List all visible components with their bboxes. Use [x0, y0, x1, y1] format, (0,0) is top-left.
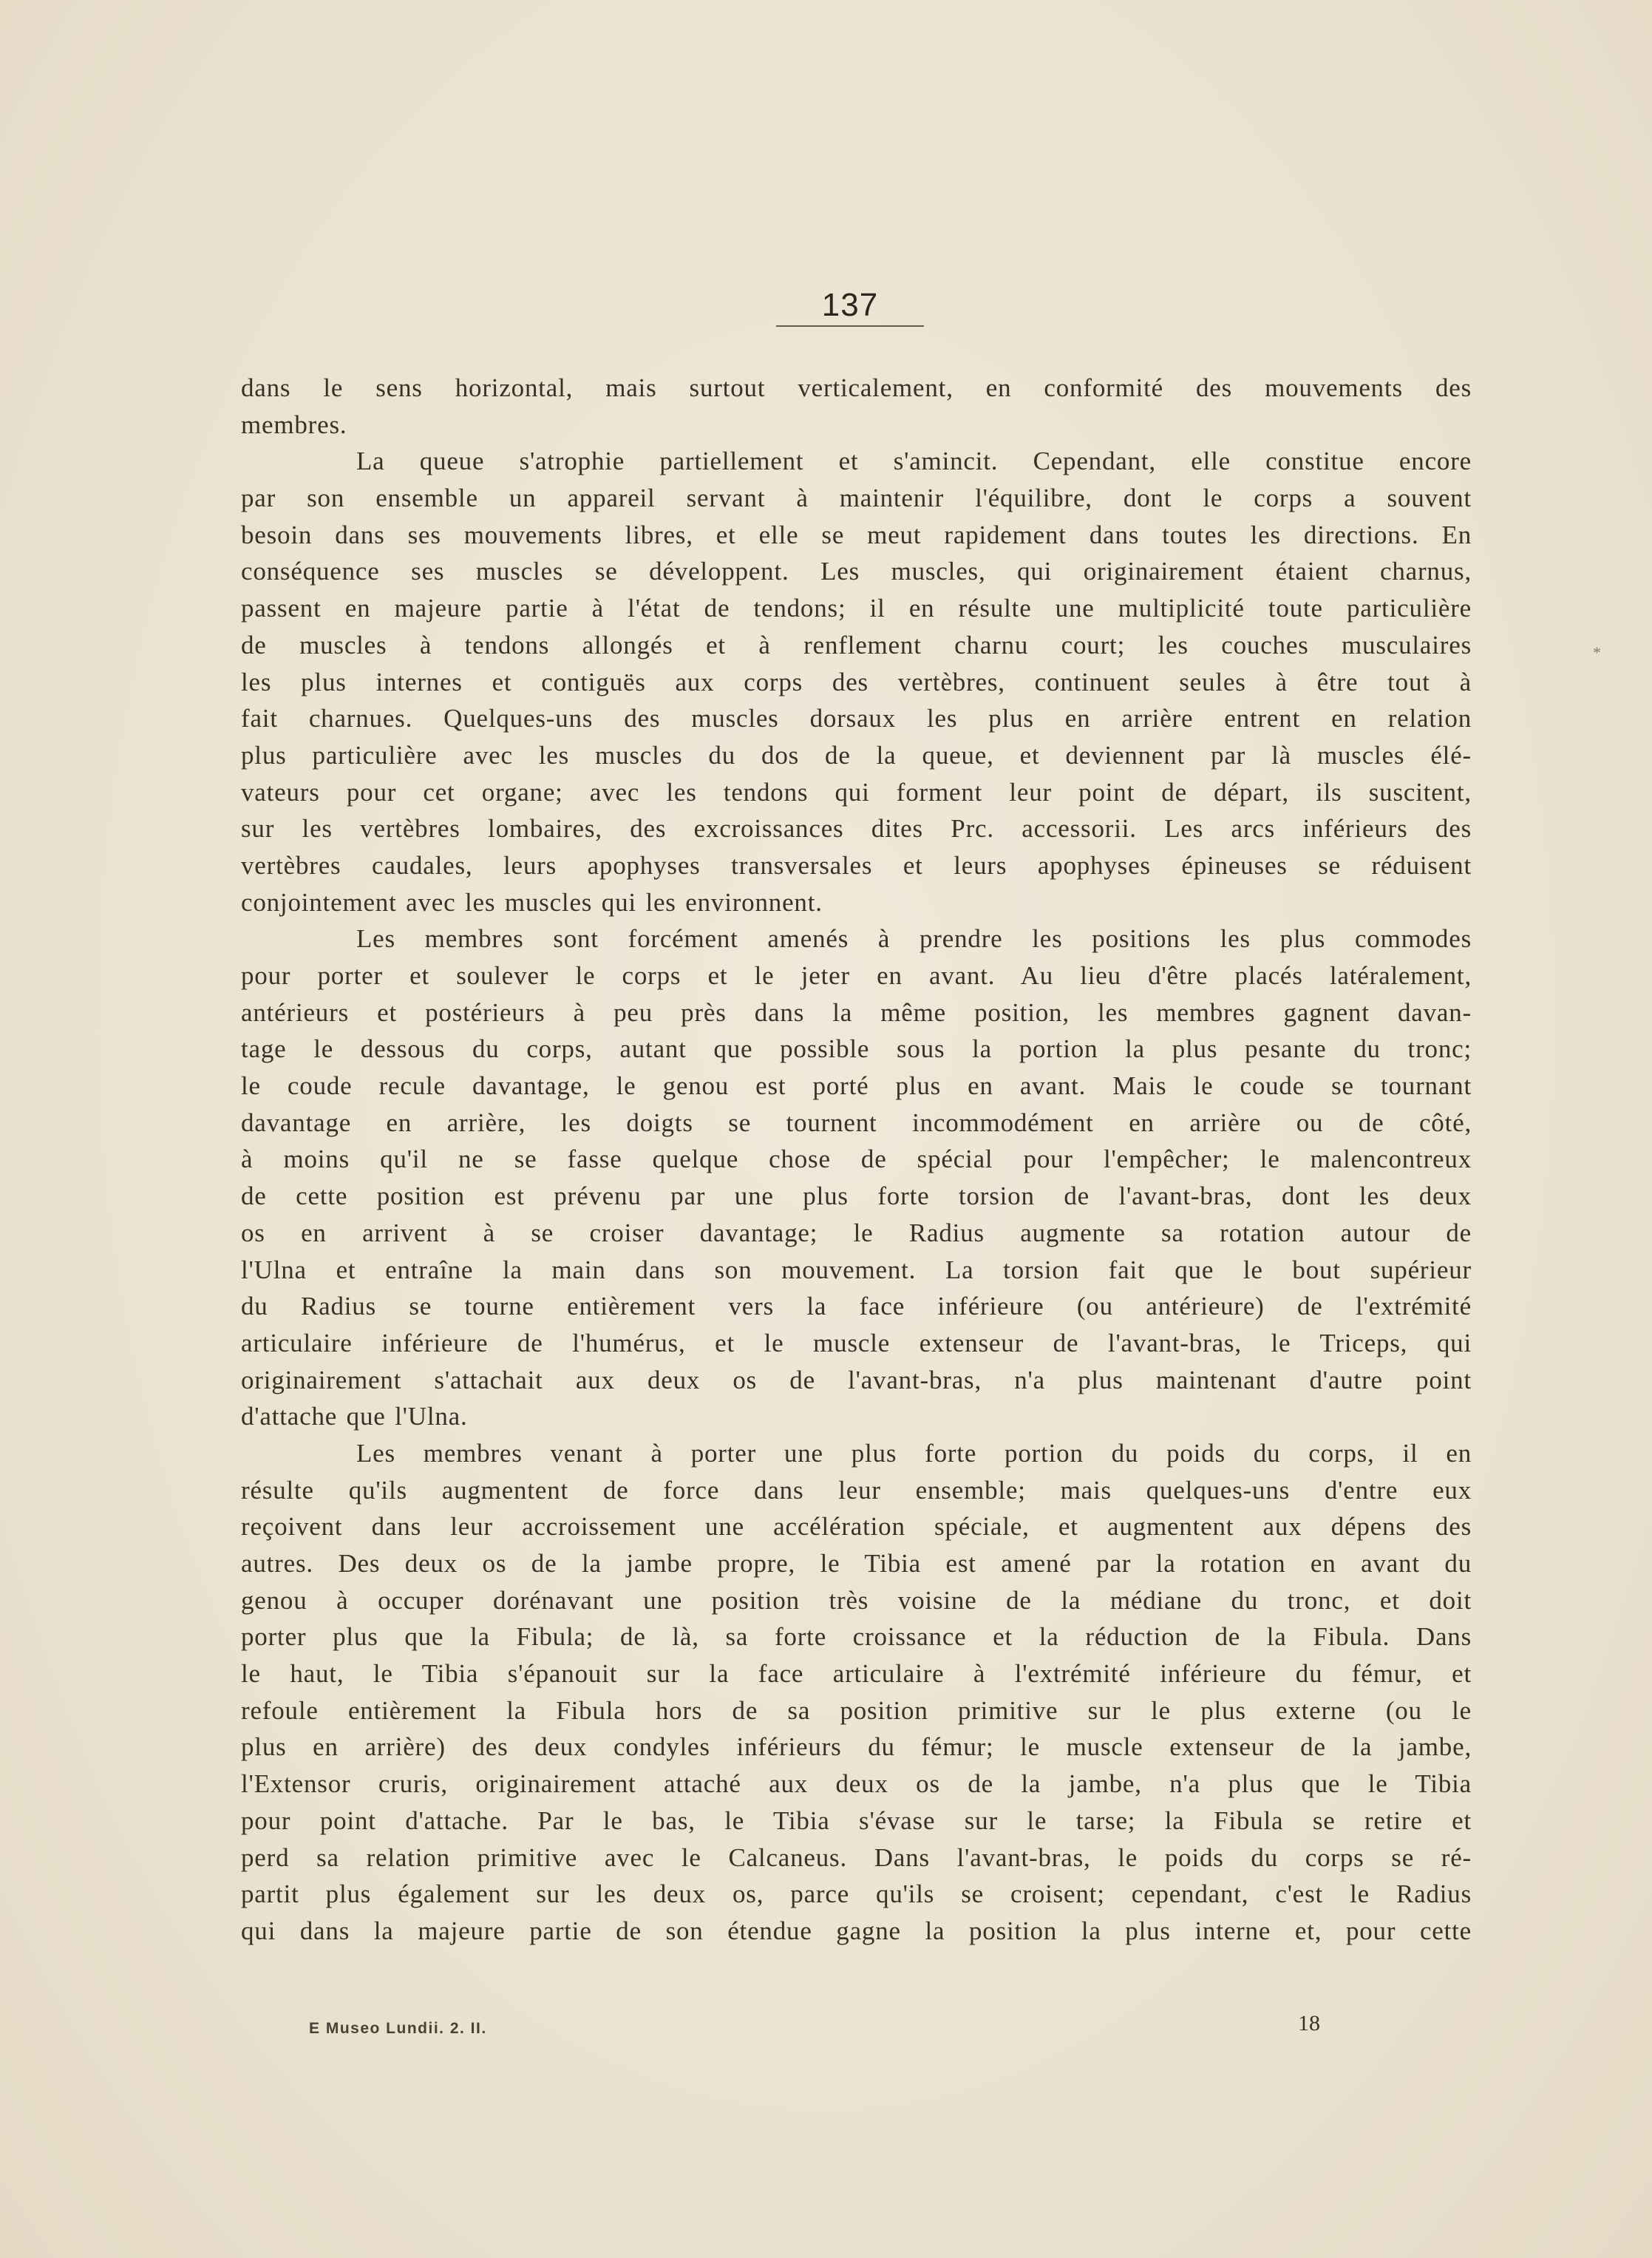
text-line: de cette position est prévenu par une plus forte torsion de l'avant-bras, dont les deux — [241, 1181, 1472, 1211]
text-line: originairement s'attachait aux deux os de l'avant-bras, n'a plus maintenant d'autre point — [241, 1365, 1472, 1394]
text-line: le haut, le Tibia s'épanouit sur la face articulaire à l'extrémité inférieure du fémur, et — [241, 1659, 1472, 1689]
text-line: résulte qu'ils augmentent de force dans leur ensemble; mais quelques-uns d'entre eux — [241, 1475, 1472, 1505]
text-line: davantage en arrière, les doigts se tournent incommodément en arrière ou de côté, — [241, 1108, 1472, 1137]
page-number-rule — [776, 325, 924, 327]
text-line: Les membres venant à porter une plus forte portion du poids du corps, il en — [356, 1438, 1472, 1468]
text-line: vateurs pour cet organe; avec les tendons qui forment leur point de départ, ils suscitent, — [241, 777, 1472, 807]
text-line: plus en arrière) des deux condyles inférieurs du fémur; le muscle extenseur de la jambe, — [241, 1732, 1472, 1762]
text-line: articulaire inférieure de l'humérus, et le muscle extenseur de l'avant-bras, le Triceps, qui — [241, 1328, 1472, 1357]
text-line: fait charnues. Quelques-uns des muscles dorsaux les plus en arrière entrent en relation — [241, 704, 1472, 733]
text-line: genou à occuper dorénavant une position très voisine de la médiane du tronc, et doit — [241, 1585, 1472, 1615]
page-number: 137 — [821, 287, 879, 323]
text-line: l'Ulna et entraîne la main dans son mouvement. La torsion fait que le bout supérieur — [241, 1255, 1472, 1284]
text-line: de muscles à tendons allongés et à renflement charnu court; les couches musculaires — [241, 630, 1472, 660]
text-line: reçoivent dans leur accroissement une accélération spéciale, et augmentent aux dépens des — [241, 1512, 1472, 1542]
text-line: partit plus également sur les deux os, parce qu'ils se croisent; cependant, c'est le Radius — [241, 1879, 1472, 1909]
footer-sheet-number: 18 — [1298, 2011, 1320, 2035]
text-line: La queue s'atrophie partiellement et s'amincit. Cependant, elle constitue encore — [356, 447, 1472, 476]
text-line: pour porter et soulever le corps et le jeter en avant. Au lieu d'être placés latéralement, — [241, 961, 1472, 990]
text-line: qui dans la majeure partie de son étendue gagne la position la plus interne et, pour cette — [241, 1916, 1472, 1945]
text-line: vertèbres caudales, leurs apophyses transversales et leurs apophyses épineuses se réduisent — [241, 850, 1472, 880]
margin-mark: * — [1593, 643, 1601, 662]
text-line: du Radius se tourne entièrement vers la face inférieure (ou antérieure) de l'extrémité — [241, 1292, 1472, 1321]
text-line: à moins qu'il ne se fasse quelque chose de spécial pour l'empêcher; le malencontreux — [241, 1145, 1472, 1174]
text-line: plus particulière avec les muscles du dos de la queue, et deviennent par là muscles élé- — [241, 740, 1472, 770]
text-line: os en arrivent à se croiser davantage; le Radius augmente sa rotation autour de — [241, 1218, 1472, 1247]
text-line: tage le dessous du corps, autant que possible sous la portion la plus pesante du tronc; — [241, 1034, 1472, 1064]
text-line: sur les vertèbres lombaires, des excroissances dites Prc. accessorii. Les arcs inférieurs des — [241, 814, 1472, 844]
text-line: membres. — [241, 410, 347, 439]
text-line: passent en majeure partie à l'état de tendons; il en résulte une multiplicité toute particulière — [241, 594, 1472, 623]
text-line: les plus internes et contiguës aux corps des vertèbres, continuent seules à être tout à — [241, 667, 1472, 696]
text-line: antérieurs et postérieurs à peu près dans la même position, les membres gagnent davan- — [241, 997, 1472, 1027]
footer-signature: E Museo Lundii. 2. II. — [309, 2020, 487, 2037]
text-line: autres. Des deux os de la jambe propre, le Tibia est amené par la rotation en avant du — [241, 1549, 1472, 1578]
body-text — [241, 370, 1472, 1950]
text-line: d'attache que l'Ulna. — [241, 1402, 468, 1431]
text-line: l'Extensor cruris, originairement attaché aux deux os de la jambe, n'a plus que le Tibia — [241, 1769, 1472, 1799]
text-line: conjointement avec les muscles qui les environnent. — [241, 887, 823, 917]
text-line: perd sa relation primitive avec le Calcaneus. Dans l'avant-bras, le poids du corps se ré- — [241, 1842, 1472, 1872]
text-line: pour point d'attache. Par le bas, le Tibia s'évase sur le tarse; la Fibula se retire et — [241, 1806, 1472, 1835]
text-line: Les membres sont forcément amenés à prendre les positions les plus commodes — [356, 924, 1472, 954]
text-line: besoin dans ses mouvements libres, et elle se meut rapidement dans toutes les directions. En — [241, 520, 1472, 549]
text-line: par son ensemble un appareil servant à maintenir l'équilibre, dont le corps a souvent — [241, 484, 1472, 513]
text-line: porter plus que la Fibula; de là, sa forte croissance et la réduction de la Fibula. Dans — [241, 1622, 1472, 1652]
text-line: conséquence ses muscles se développent. Les muscles, qui originairement étaient charnus, — [241, 557, 1472, 586]
text-line: refoule entièrement la Fibula hors de sa position primitive sur le plus externe (ou le — [241, 1695, 1472, 1725]
text-line: le coude recule davantage, le genou est porté plus en avant. Mais le coude se tournant — [241, 1071, 1472, 1101]
text-line: dans le sens horizontal, mais surtout verticalement, en conformité des mouvements des — [241, 373, 1472, 402]
